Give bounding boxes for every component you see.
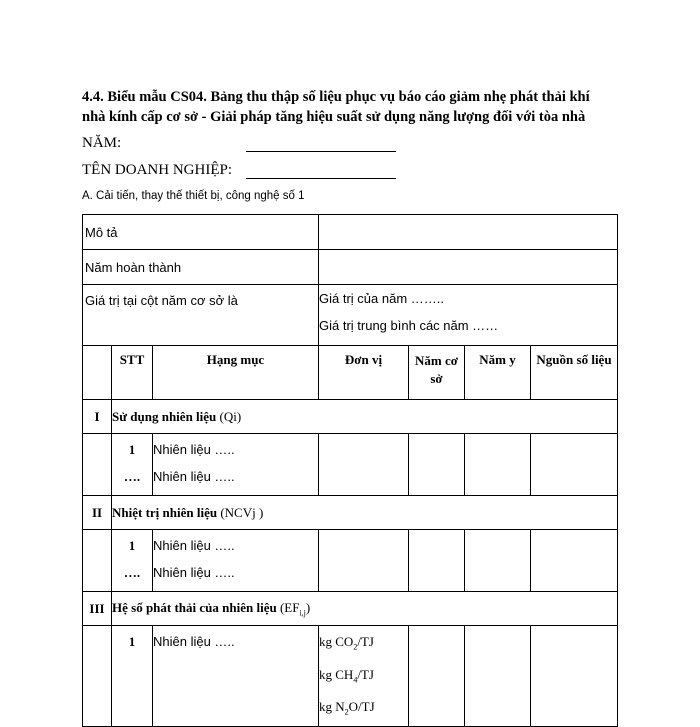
stt-cell (112, 434, 153, 496)
section-row (83, 496, 618, 530)
row-item: Nhiên liệu ….. (153, 634, 235, 649)
section-title: Sử dụng nhiên liệu (112, 408, 217, 424)
section-number: II (83, 496, 112, 530)
row-stt: 1 (128, 442, 136, 457)
ef-unit-n2o: kg $N_2O/TJ$ (319, 699, 375, 717)
section-row (83, 592, 618, 626)
average-value-label: Giá trị trung bình các năm …… (319, 318, 499, 333)
header-item: Hạng mục (153, 346, 319, 400)
ef-unit-ch4: kg $CH_4/TJ$ (319, 666, 374, 685)
header-source: Nguồn số liệu (531, 346, 618, 400)
header-year-y: Năm y (465, 346, 531, 400)
base-year-cell[interactable] (409, 530, 465, 592)
baseline-label: Giá trị tại cột năm cơ sở là (83, 285, 319, 346)
header-blank (83, 346, 112, 400)
section-title-cell (112, 400, 618, 434)
data-row (83, 626, 618, 727)
completion-year-row (83, 250, 618, 285)
base-year-cell[interactable] (409, 434, 465, 496)
year-fill-line[interactable] (246, 151, 396, 152)
item-cell (153, 530, 319, 592)
source-cell[interactable] (531, 530, 618, 592)
row-item: Nhiên liệu ….. (153, 565, 235, 580)
section-title-cell (112, 592, 618, 626)
description-value-cell[interactable] (319, 215, 618, 250)
row-stt: 1 (128, 538, 136, 553)
blank-cell (83, 626, 112, 727)
row-stt: …. (123, 469, 141, 484)
data-row (83, 530, 618, 592)
section-a-heading: A. Cải tiến, thay thế thiết bị, công nghệ số 1 (82, 190, 305, 202)
source-cell[interactable] (531, 626, 618, 727)
company-name-fill-line[interactable] (246, 178, 396, 179)
data-collection-table (82, 214, 618, 727)
completion-year-label: Năm hoàn thành (83, 250, 319, 285)
unit-cell[interactable] (319, 530, 409, 592)
year-value-label: Giá trị của năm …….. (319, 291, 444, 306)
section-title: Hệ số phát thải của nhiên liệu (112, 599, 277, 615)
form-title-line-1: 4.4. Biểu mẫu CS04. Bảng thu thập số liệu phục vụ báo cáo giảm nhẹ phát thải khí (82, 89, 590, 105)
description-row (83, 215, 618, 250)
item-cell (153, 626, 319, 727)
section-number: III (83, 592, 112, 626)
source-cell[interactable] (531, 434, 618, 496)
section-title: Nhiệt trị nhiên liệu (112, 504, 218, 520)
section-row (83, 400, 618, 434)
row-stt: …. (123, 565, 141, 580)
stt-cell (112, 530, 153, 592)
form-title-line-2: nhà kính cấp cơ sở - Giải pháp tăng hiệu suất sử dụng năng lượng đối với tòa nhà (82, 109, 586, 125)
baseline-row (83, 285, 618, 346)
base-year-cell[interactable] (409, 626, 465, 727)
unit-cell[interactable] (319, 434, 409, 496)
data-row (83, 434, 618, 496)
section-symbol: (NCVj ) (220, 504, 264, 520)
year-y-cell[interactable] (465, 434, 531, 496)
stt-cell (112, 626, 153, 727)
blank-cell (83, 434, 112, 496)
row-item: Nhiên liệu ….. (153, 442, 235, 457)
header-base-year: Năm cơ sở (409, 346, 465, 400)
unit-cell (319, 626, 409, 727)
header-unit: Đơn vị (319, 346, 409, 400)
header-stt: STT (112, 346, 153, 400)
section-title-cell (112, 496, 618, 530)
ef-unit-co2: kg $CO_2/TJ$ (319, 634, 374, 652)
description-label: Mô tả (83, 215, 319, 250)
year-y-cell[interactable] (465, 530, 531, 592)
completion-year-value-cell[interactable] (319, 250, 618, 285)
blank-cell (83, 530, 112, 592)
year-label: NĂM: (82, 135, 122, 151)
row-item: Nhiên liệu ….. (153, 538, 235, 553)
section-number: I (83, 400, 112, 434)
section-symbol: $(EF_{i,j})$ (279, 599, 311, 618)
item-cell (153, 434, 319, 496)
company-name-label: TÊN DOANH NGHIỆP: (82, 162, 232, 178)
row-item: Nhiên liệu ….. (153, 469, 235, 484)
year-y-cell[interactable] (465, 626, 531, 727)
baseline-values-cell (319, 285, 618, 346)
section-symbol: (Qi) (219, 408, 242, 424)
column-header-row (83, 346, 618, 400)
row-stt: 1 (128, 634, 136, 649)
